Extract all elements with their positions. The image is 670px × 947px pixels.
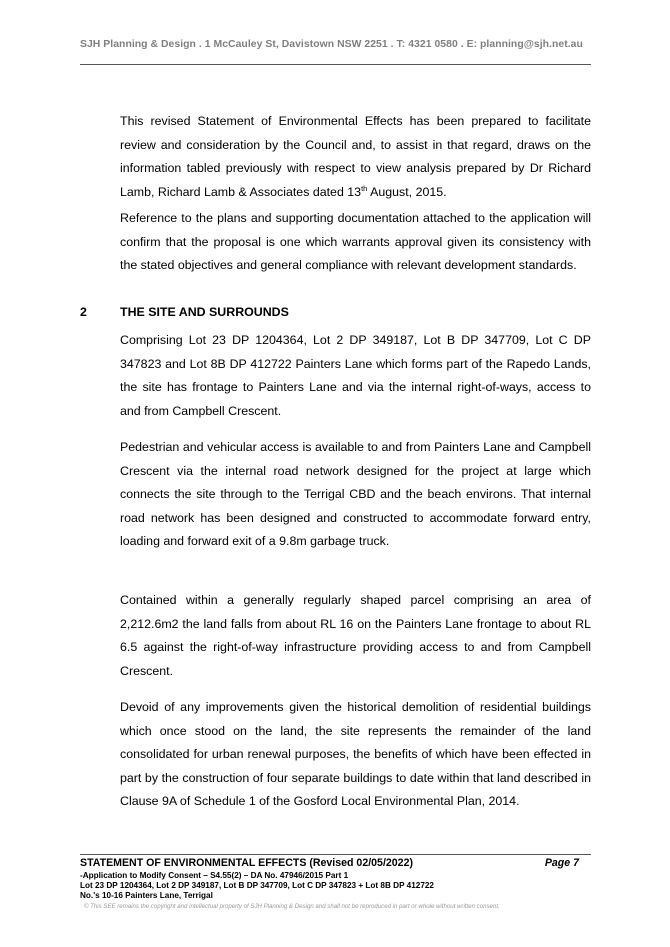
footer-address: No.'s 10-16 Painters Lane, Terrigal	[80, 891, 213, 900]
letterhead: SJH Planning & Design . 1 McCauley St, Davistown NSW 2251 . T: 4321 0580 . E: planning@sjh.net.au	[80, 39, 583, 50]
intro-paragraph-1-date: August, 2015.	[367, 184, 447, 199]
ordinal-suffix: th	[361, 183, 368, 193]
site-paragraph-4: Devoid of any improvements given the historical demolition of residential buildings which once stood on the land, the site represents the remainder of the land consolidated for urban renewal purposes, the benefits of which have been effected in part by the construction of four separate buildings to date within that land described in Clause 9A of Schedule 1 of the Gosford Local Environmental Plan, 2014.	[120, 700, 591, 809]
copyright-notice: © This SEE remains the copyright and intellectual property of SJH Planning & Design and shall not be reproduced in part or whole without written consent.	[84, 903, 500, 910]
intro-paragraph-2: Reference to the plans and supporting documentation attached to the application will confirm that the proposal is one which warrants approval given its consistency with the stated objectives and general compliance with relevant development standards.	[120, 211, 591, 273]
page-number: Page 7	[544, 857, 579, 869]
section-number: 2	[80, 305, 87, 319]
intro-paragraph-1	[120, 110, 591, 204]
section-heading: THE SITE AND SURROUNDS	[120, 305, 289, 319]
footer-document-title: STATEMENT OF ENVIRONMENTAL EFFECTS (Revised 02/05/2022)	[80, 857, 413, 869]
site-paragraph-2: Pedestrian and vehicular access is available to and from Painters Lane and Campbell Crescent via the internal road network designed for the project at large which connects the site through to the Terrigal CBD and the beach environs. That internal road network has been designed and constructed to accommodate forward entry, loading and forward exit of a 9.8m garbage truck.	[120, 440, 591, 549]
footer-application-ref: -Application to Modify Consent – S4.55(2) – DA No. 47946/2015 Part 1	[80, 871, 349, 880]
site-paragraph-3: Contained within a generally regularly shaped parcel comprising an area of 2,212.6m2 the land falls from about RL 16 on the Painters Lane frontage to about RL 6.5 against the right-of-way infrastructure providing access to and from Campbell Crescent.	[120, 593, 591, 678]
header-divider	[80, 64, 591, 65]
intro-paragraph-1-text: This revised Statement of Environmental Effects has been prepared to facilitate review and consideration by the Council and, to assist in that regard, draws on the information tabled previously with respect to view analysis prepared by Dr Richard Lamb, Richard Lamb & Associates dated 13	[120, 114, 591, 199]
footer-divider	[80, 854, 591, 855]
site-paragraph-1: Comprising Lot 23 DP 1204364, Lot 2 DP 349187, Lot B DP 347709, Lot C DP 347823 and Lot 8B DP 412722 Painters Lane which forms part of the Rapedo Lands, the site has frontage to Painters Lane and via the internal right-of-ways, access to and from Campbell Crescent.	[120, 333, 591, 418]
footer-lot-details: Lot 23 DP 1204364, Lot 2 DP 349187, Lot B DP 347709, Lot C DP 347823 + Lot 8B DP 412722	[80, 881, 434, 890]
